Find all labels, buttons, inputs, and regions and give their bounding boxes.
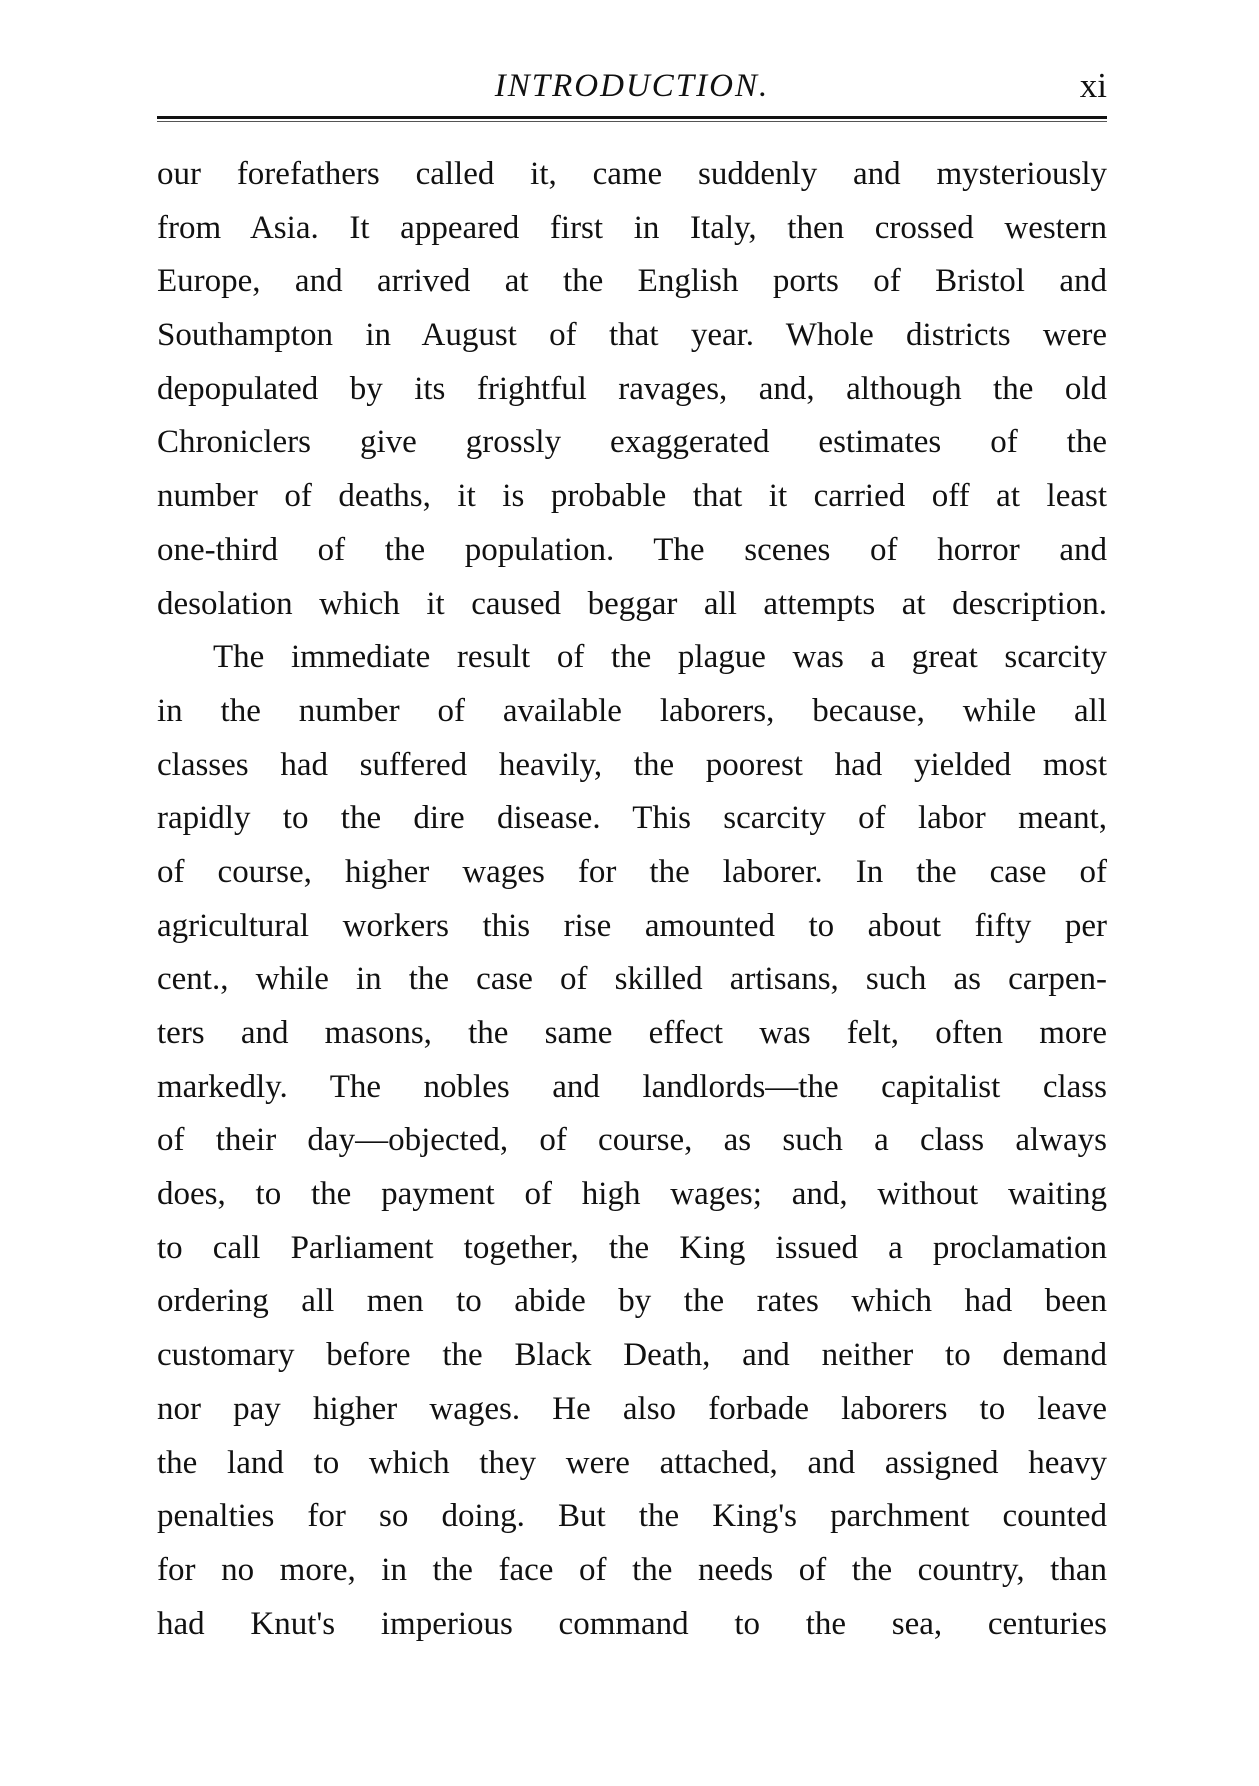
header-rule xyxy=(157,116,1107,119)
text-line: rapidly to the dire disease. This scarcity of labor meant, xyxy=(157,800,1107,837)
text-line: does, to the payment of high wages; and, without waiting xyxy=(157,1176,1107,1213)
text-line: our forefathers called it, came suddenly and mysteriously xyxy=(157,156,1107,192)
text-line: of course, higher wages for the laborer. In the case of xyxy=(157,853,1107,890)
text-line: classes had suffered heavily, the poorest had yielded most xyxy=(157,746,1107,783)
text-line: ordering all men to abide by the rates which had been xyxy=(157,1283,1107,1320)
body-text xyxy=(157,148,1107,1651)
text-line: to call Parliament together, the King issued a proclamation xyxy=(157,1229,1107,1266)
text-line: the land to which they were attached, and assigned heavy xyxy=(157,1444,1107,1481)
text-line: cent., while in the case of skilled artisans, such as carpen- xyxy=(157,961,1107,998)
text-line: had Knut's imperious command to the sea, centuries xyxy=(157,1605,1107,1642)
text-line: for no more, in the face of the needs of the country, than xyxy=(157,1551,1107,1588)
paragraph-1 xyxy=(157,148,1107,631)
text-line: desolation which it caused beggar all attempts at description. xyxy=(157,585,1107,622)
text-line: one-third of the population. The scenes of horror and xyxy=(157,531,1107,568)
text-line: depopulated by its frightful ravages, and, although the old xyxy=(157,370,1107,407)
text-line: Southampton in August of that year. Whole districts were xyxy=(157,317,1107,354)
text-line: penalties for so doing. But the King's parchment counted xyxy=(157,1498,1107,1535)
text-line: Europe, and arrived at the English ports of Bristol and xyxy=(157,263,1107,300)
text-line: Chroniclers give grossly exaggerated estimates of the xyxy=(157,424,1107,461)
text-line: nor pay higher wages. He also forbade laborers to leave xyxy=(157,1390,1107,1427)
running-head xyxy=(157,62,1107,110)
text-line: agricultural workers this rise amounted to about fifty per xyxy=(157,907,1107,944)
running-title: INTRODUCTION. xyxy=(494,68,770,104)
text-line: from Asia. It appeared first in Italy, then crossed western xyxy=(157,209,1107,246)
text-line: of their day—objected, of course, as such a class always xyxy=(157,1122,1107,1159)
text-line: in the number of available laborers, because, while all xyxy=(157,692,1107,729)
text-line: markedly. The nobles and landlords—the capitalist class xyxy=(157,1068,1107,1105)
text-line: customary before the Black Death, and neither to demand xyxy=(157,1337,1107,1374)
text-line: number of deaths, it is probable that it carried off at least xyxy=(157,478,1107,515)
text-line: ters and masons, the same effect was felt, often more xyxy=(157,1015,1107,1051)
page-number: xi xyxy=(1079,66,1107,105)
header-rule-thin xyxy=(157,121,1107,122)
paragraph-2 xyxy=(157,631,1107,1651)
text-line: The immediate result of the plague was a great scarcity xyxy=(213,639,1107,676)
